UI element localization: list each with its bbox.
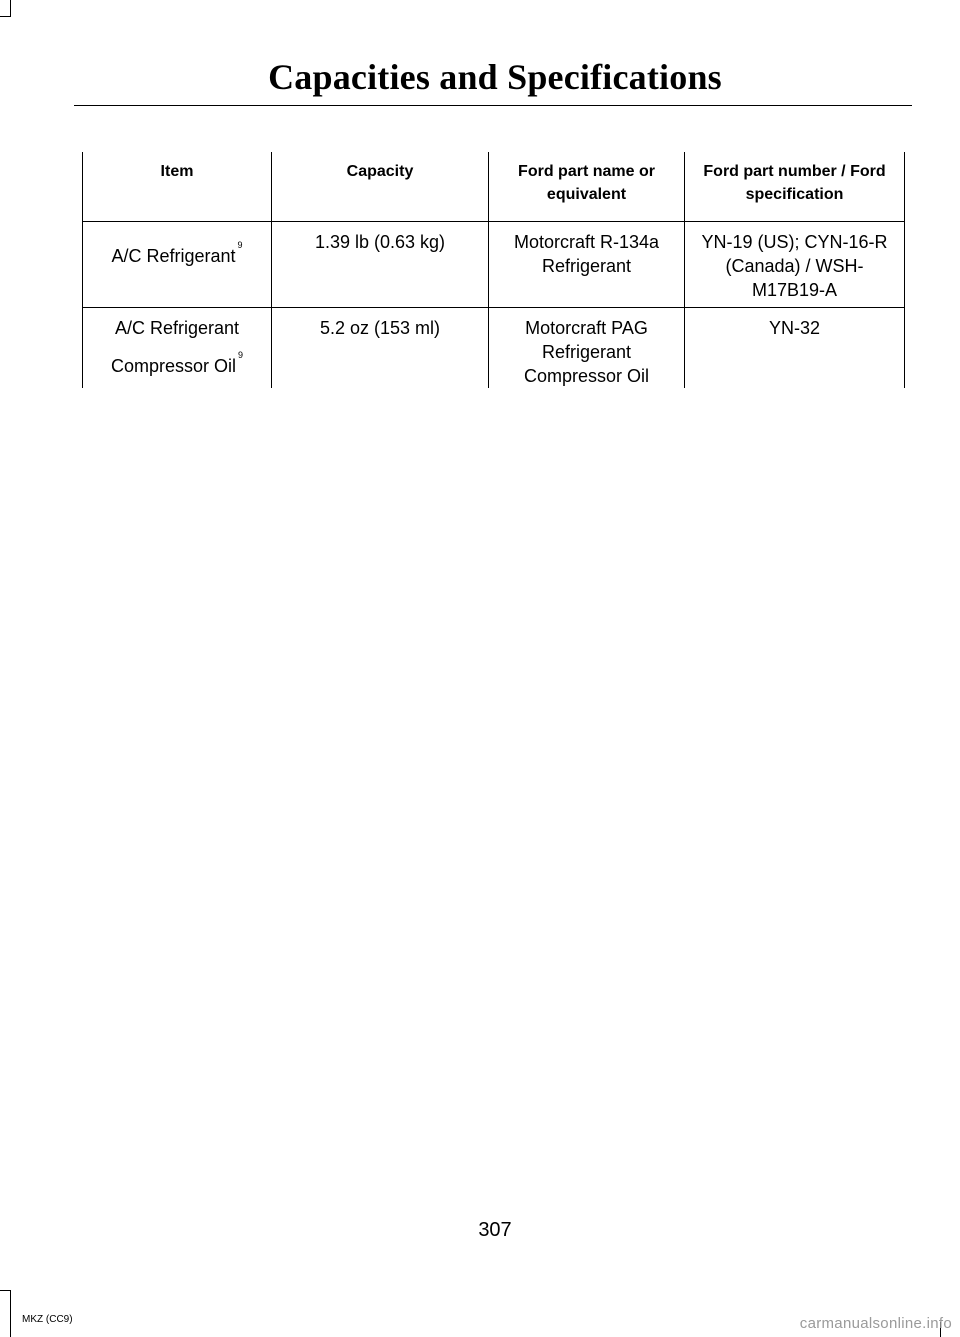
item-name-line-2: Compressor Oil [110, 356, 236, 376]
table-header-row [83, 152, 905, 222]
crop-mark-top-left [0, 16, 11, 17]
column-header-part-number: Ford part number / Ford specification [685, 152, 905, 222]
part-number-cell: YN-19 (US); CYN-16-R (Canada) / WSH-M17B19-A [685, 222, 905, 308]
capacities-table [82, 152, 905, 388]
capacity-cell: 1.39 lb (0.63 kg) [272, 222, 489, 308]
crop-mark-bottom-left [10, 1290, 11, 1337]
column-header-item: Item [83, 152, 272, 222]
part-name-cell: Motorcraft R-134a Refrigerant [489, 222, 685, 308]
part-name-cell: Motorcraft PAG Refrigerant Compressor Oil [489, 308, 685, 389]
item-cell [83, 222, 272, 308]
column-header-capacity: Capacity [272, 152, 489, 222]
watermark-text: carmanualsonline.info [799, 1315, 952, 1332]
part-number-cell: YN-32 [685, 308, 905, 389]
footnote-marker: 9 [237, 240, 243, 250]
title-divider [74, 105, 912, 106]
page-title: Capacities and Specifications [268, 57, 722, 97]
footnote-marker: 9 [238, 350, 244, 360]
table-row [83, 222, 905, 308]
item-name: A/C Refrigerant [111, 246, 236, 266]
crop-mark-bottom-left [0, 1290, 11, 1291]
column-header-part-name: Ford part name or equivalent [489, 152, 685, 222]
crop-mark-top-left [10, 0, 11, 17]
page-number: 307 [478, 1219, 512, 1241]
capacity-cell: 5.2 oz (153 ml) [272, 308, 489, 389]
table-row [83, 308, 905, 389]
item-cell [83, 308, 272, 389]
model-code: MKZ (CC9) [22, 1314, 73, 1325]
item-name-line-1: A/C Refrigerant [114, 318, 240, 338]
